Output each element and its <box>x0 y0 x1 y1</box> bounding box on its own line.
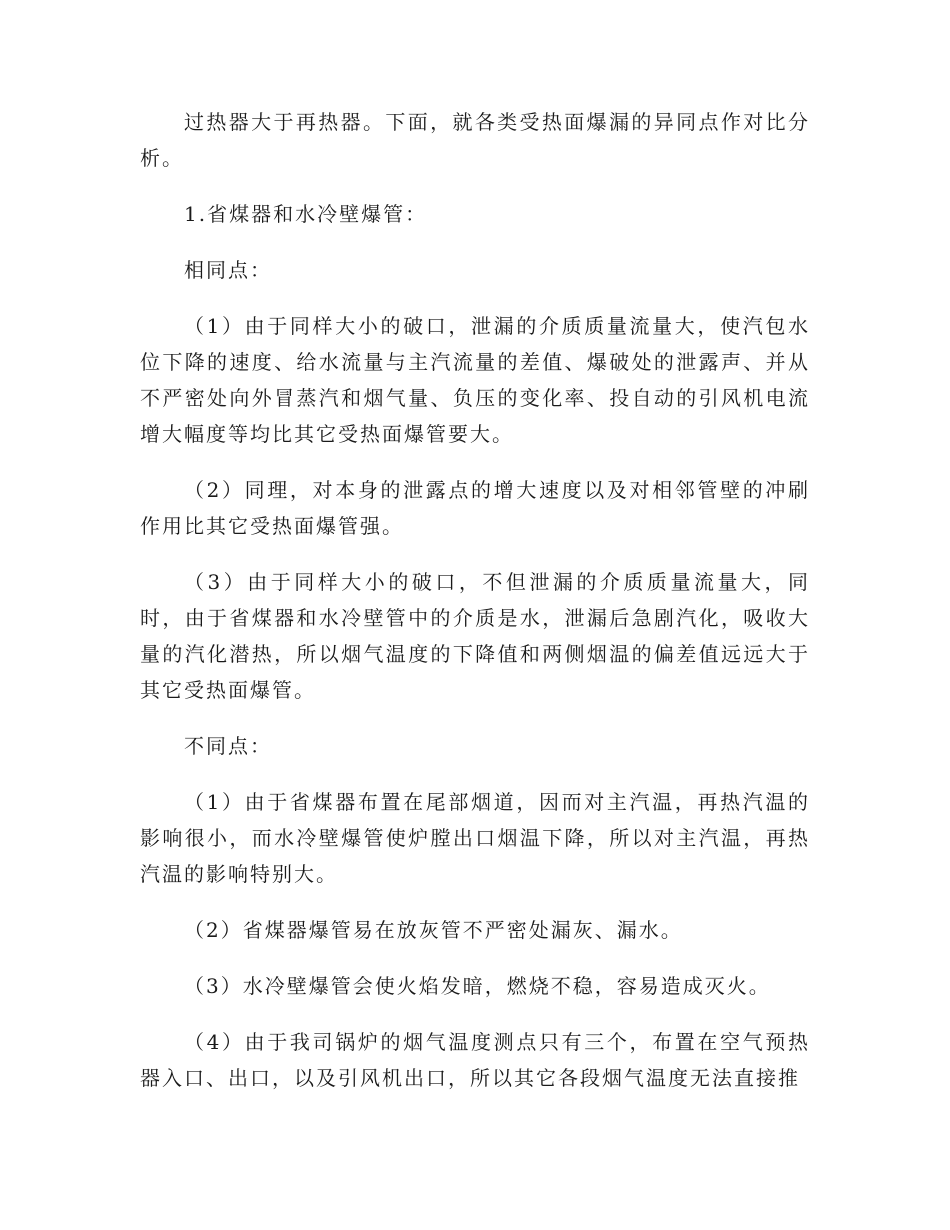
paragraph-difference-4: （4）由于我司锅炉的烟气温度测点只有三个，布置在空气预热器入口、出口，以及引风机出口，所以其它各段烟气温度无法直接推 <box>140 1030 810 1090</box>
paragraph-intro: 过热器大于再热器。下面，就各类受热面爆漏的异同点作对比分析。 <box>140 110 810 170</box>
subheading-differences: 不同点： <box>184 734 272 758</box>
subheading-similarities: 相同点： <box>184 258 272 282</box>
paragraph-similarity-2: （2）同理，对本身的泄露点的增大速度以及对相邻管壁的冲刷作用比其它受热面爆管强。 <box>140 478 810 538</box>
paragraph-similarity-1: （1）由于同样大小的破口，泄漏的介质质量流量大，使汽包水位下降的速度、给水流量与主汽流量的差值、爆破处的泄露声、并从不严密处向外冒蒸汽和烟气量、负压的变化率、投自动的引风机电流增大幅度等均比其它受热面爆管要大。 <box>140 314 810 446</box>
document-body <box>140 104 810 1116</box>
paragraph-difference-1: （1）由于省煤器布置在尾部烟道，因而对主汽温，再热汽温的影响很小，而水冷壁爆管使炉膛出口烟温下降，所以对主汽温，再热汽温的影响特别大。 <box>140 790 810 886</box>
paragraph-similarity-3: （3）由于同样大小的破口，不但泄漏的介质质量流量大，同时，由于省煤器和水冷壁管中的介质是水，泄漏后急剧汽化，吸收大量的汽化潜热，所以烟气温度的下降值和两侧烟温的偏差值远远大于其它受热面爆管。 <box>140 570 810 702</box>
section-heading-economizer-waterwall: 1.省煤器和水冷壁爆管： <box>184 202 428 226</box>
paragraph-difference-2: （2）省煤器爆管易在放灰管不严密处漏灰、漏水。 <box>184 918 683 942</box>
paragraph-difference-3: （3）水冷壁爆管会使火焰发暗，燃烧不稳，容易造成灭火。 <box>184 974 771 998</box>
